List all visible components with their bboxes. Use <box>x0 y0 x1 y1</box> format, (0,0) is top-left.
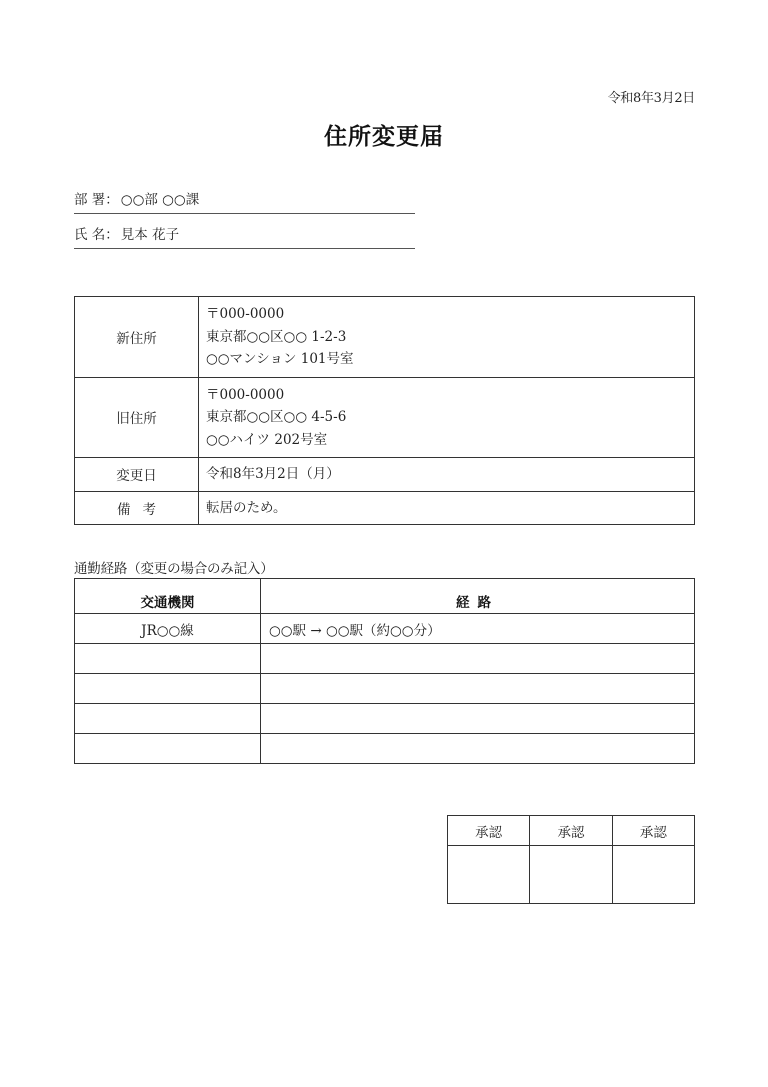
transport-cell[interactable] <box>75 674 261 704</box>
old-address-line2: ○○ハイツ 202号室 <box>206 431 328 448</box>
name-label: 氏 名： <box>74 227 119 243</box>
approval-header-2: 承認 <box>530 816 612 846</box>
table-row-old-address <box>75 377 695 458</box>
approval-stamp-box-2[interactable] <box>530 846 612 904</box>
table-row <box>75 614 695 644</box>
approval-stamp-table <box>447 815 695 904</box>
commute-section-label: 通勤経路（変更の場合のみ記入） <box>74 561 274 577</box>
transport-cell[interactable] <box>75 644 261 674</box>
change-date-value[interactable]: 令和8年3月2日（月） <box>199 458 695 492</box>
new-address-postal: 〒000-0000 <box>206 306 285 322</box>
table-row-new-address <box>75 297 695 378</box>
table-row <box>75 704 695 734</box>
approval-header-row <box>448 816 695 846</box>
document-title: 住所変更届 <box>324 123 444 150</box>
document-date: 令和8年3月2日 <box>607 91 695 106</box>
route-cell[interactable] <box>261 704 695 734</box>
old-address-line1: 東京都○○区○○ 4-5-6 <box>206 409 347 425</box>
approval-stamp-box-3[interactable] <box>612 846 694 904</box>
department-label: 部 署： <box>74 192 119 208</box>
approval-stamp-row <box>448 846 695 904</box>
remarks-label: 備考 <box>75 491 199 525</box>
route-cell[interactable] <box>261 734 695 764</box>
table-row <box>75 674 695 704</box>
new-address-line1: 東京都○○区○○ 1-2-3 <box>206 328 347 345</box>
approval-header-3: 承認 <box>612 816 694 846</box>
column-header-route: 経路 <box>261 579 695 614</box>
new-address-value[interactable] <box>199 297 695 378</box>
table-row <box>75 644 695 674</box>
approval-header-1: 承認 <box>448 816 530 846</box>
column-header-transport: 交通機関 <box>75 579 261 614</box>
remarks-value[interactable]: 転居のため。 <box>199 491 695 525</box>
change-date-label: 変更日 <box>75 458 199 492</box>
transport-cell[interactable] <box>75 704 261 734</box>
route-cell[interactable] <box>261 644 695 674</box>
new-address-label: 新住所 <box>75 297 199 378</box>
department-field[interactable] <box>74 188 415 214</box>
route-cell[interactable] <box>261 674 695 704</box>
name-value: 見本 花子 <box>120 227 180 243</box>
department-value: ○○部 ○○課 <box>120 192 200 208</box>
new-address-line2: ○○マンション 101号室 <box>206 351 354 367</box>
name-field[interactable] <box>74 223 415 249</box>
table-header-row <box>75 579 695 614</box>
table-row <box>75 734 695 764</box>
table-row-remarks <box>75 491 695 525</box>
transport-cell[interactable] <box>75 734 261 764</box>
address-change-table <box>74 296 695 525</box>
route-cell[interactable]: ○○駅 → ○○駅（約○○分） <box>261 614 695 644</box>
old-address-postal: 〒000-0000 <box>206 386 285 403</box>
old-address-value[interactable] <box>199 377 695 458</box>
old-address-label: 旧住所 <box>75 377 199 458</box>
table-row-change-date <box>75 458 695 492</box>
transport-cell[interactable]: JR○○線 <box>75 614 261 644</box>
commute-route-table <box>74 578 695 764</box>
approval-stamp-box-1[interactable] <box>448 846 530 904</box>
